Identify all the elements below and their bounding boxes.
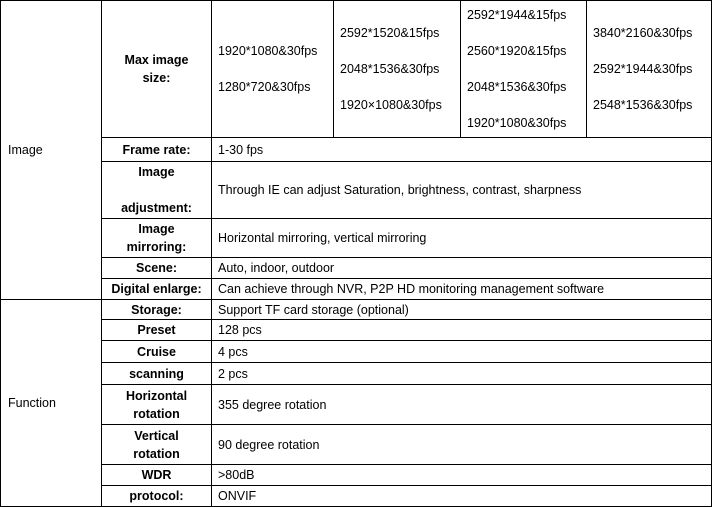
label-scanning: scanning [102, 363, 212, 385]
table-row-digital-enlarge [1, 279, 712, 300]
label-line: Vertical [134, 428, 179, 443]
resolution-option-column-2 [334, 1, 461, 138]
table-row-vertical-rotation [1, 425, 712, 465]
table-row-image-mirroring [1, 219, 712, 258]
value-digital-enlarge: Can achieve through NVR, P2P HD monitoring management software [212, 279, 712, 300]
table-row-preset [1, 320, 712, 341]
resolution-option: 2548*1536&30fps [593, 98, 693, 112]
value-image-adjustment: Through IE can adjust Saturation, brightness, contrast, sharpness [212, 162, 712, 219]
label-cruise: Cruise [102, 341, 212, 363]
value-horizontal-rotation: 355 degree rotation [212, 385, 712, 425]
value-preset: 128 pcs [212, 320, 712, 341]
label-wdr: WDR [102, 465, 212, 486]
table-row-cruise [1, 341, 712, 363]
label-max-image-size [102, 1, 212, 138]
value-frame-rate: 1-30 fps [212, 138, 712, 162]
resolution-option: 3840*2160&30fps [593, 26, 693, 40]
table-row-protocol [1, 486, 712, 507]
value-cruise: 4 pcs [212, 341, 712, 363]
table-row-horizontal-rotation [1, 385, 712, 425]
value-wdr: >80dB [212, 465, 712, 486]
resolution-option: 2592*1944&15fps [467, 8, 567, 22]
table-row-wdr [1, 465, 712, 486]
label-line: Image [138, 165, 175, 179]
value-protocol: ONVIF [212, 486, 712, 507]
value-vertical-rotation: 90 degree rotation [212, 425, 712, 465]
table-row-scanning [1, 363, 712, 385]
table-row-frame-rate [1, 138, 712, 162]
label-line: Image [138, 222, 175, 236]
label-horizontal-rotation [102, 385, 212, 425]
label-line: Max image [124, 53, 189, 67]
section-label-image: Image [1, 1, 102, 300]
label-line: mirroring: [126, 240, 187, 254]
table-row-scene [1, 258, 712, 279]
resolution-option: 1920×1080&30fps [340, 98, 442, 112]
value-storage: Support TF card storage (optional) [212, 300, 712, 320]
resolution-option-column-1 [212, 1, 334, 138]
label-vertical-rotation [102, 425, 212, 465]
label-digital-enlarge: Digital enlarge: [102, 279, 212, 300]
label-frame-rate: Frame rate: [102, 138, 212, 162]
resolution-option: 2560*1920&15fps [467, 44, 567, 58]
label-image-adjustment [102, 162, 212, 219]
label-storage: Storage: [102, 300, 212, 320]
label-line: adjustment: [121, 201, 192, 215]
value-image-mirroring: Horizontal mirroring, vertical mirroring [212, 219, 712, 258]
resolution-option: 1920*1080&30fps [218, 44, 318, 58]
value-scene: Auto, indoor, outdoor [212, 258, 712, 279]
resolution-option-column-4 [587, 1, 712, 138]
resolution-option: 2048*1536&30fps [340, 62, 440, 76]
label-scene: Scene: [102, 258, 212, 279]
label-line: rotation [133, 446, 180, 461]
label-preset: Preset [102, 320, 212, 341]
label-protocol: protocol: [102, 486, 212, 507]
resolution-option: 2592*1520&15fps [340, 26, 440, 40]
resolution-option: 1280*720&30fps [218, 80, 311, 94]
resolution-option-column-3 [461, 1, 587, 138]
table-row-max-image-size [1, 1, 712, 138]
resolution-option: 2592*1944&30fps [593, 62, 693, 76]
resolution-option: 1920*1080&30fps [467, 116, 567, 130]
label-line: rotation [133, 406, 180, 421]
label-line: Horizontal [125, 388, 188, 403]
value-scanning: 2 pcs [212, 363, 712, 385]
label-image-mirroring [102, 219, 212, 258]
label-line: size: [142, 71, 171, 85]
table-row-image-adjustment [1, 162, 712, 219]
section-label-function: Function [1, 300, 102, 507]
table-row-storage [1, 300, 712, 320]
resolution-option: 2048*1536&30fps [467, 80, 567, 94]
